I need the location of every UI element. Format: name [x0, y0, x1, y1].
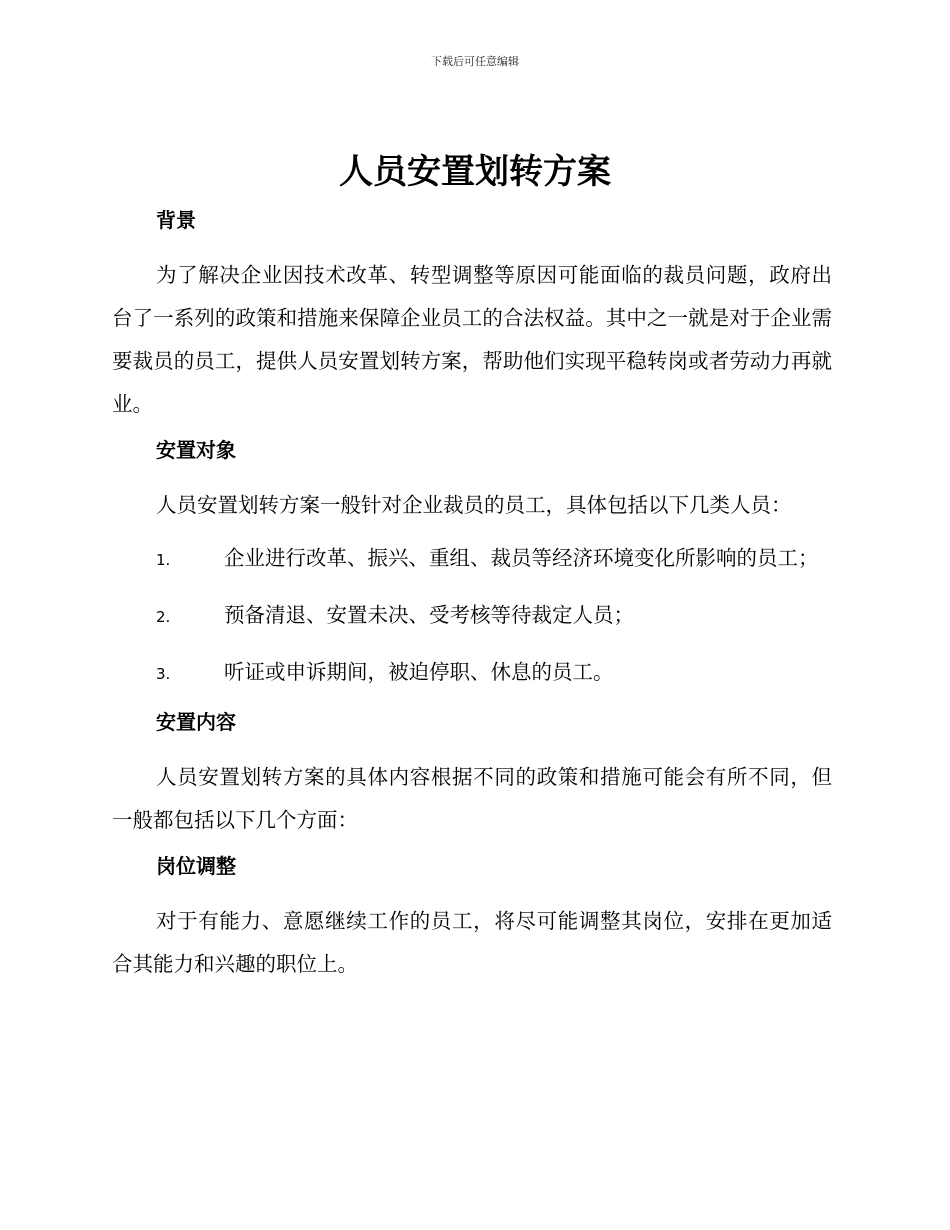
section-heading-content: 安置内容: [156, 710, 236, 734]
section-heading-targets: 安置对象: [156, 438, 236, 462]
list-item: [112, 651, 832, 696]
page-header-note: 下载后可任意编辑: [431, 55, 519, 68]
list-item: [112, 594, 832, 639]
list-item-number: 2.: [156, 608, 171, 626]
document-body: [112, 200, 832, 996]
list-item: [112, 537, 832, 582]
document-title: 人员安置划转方案: [339, 152, 611, 192]
list-item-number: 3.: [156, 665, 171, 683]
content-paragraph: 人员安置划转方案的具体内容根据不同的政策和措施可能会有所不同，但一般都包括以下几个方面：: [112, 765, 832, 832]
list-item-text: 预备清退、安置未决、受考核等待裁定人员；: [224, 603, 634, 627]
targets-intro-paragraph: 人员安置划转方案一般针对企业裁员的员工，具体包括以下几类人员：: [156, 493, 792, 517]
list-item-text: 企业进行改革、振兴、重组、裁员等经济环境变化所影响的员工；: [224, 546, 819, 570]
position-adjustment-paragraph: 对于有能力、意愿继续工作的员工，将尽可能调整其岗位，安排在更加适合其能力和兴趣的职位上。: [112, 909, 832, 976]
section-heading-position-adjustment: 岗位调整: [156, 854, 236, 878]
background-paragraph: 为了解决企业因技术改革、转型调整等原因可能面临的裁员问题，政府出台了一系列的政策和措施来保障企业员工的合法权益。其中之一就是对于企业需要裁员的员工，提供人员安置划转方案，帮助他们实现平稳转岗或者劳动力再就业。: [112, 263, 832, 416]
section-heading-background: 背景: [156, 208, 196, 232]
list-item-number: 1.: [156, 551, 171, 569]
list-item-text: 听证或申诉期间，被迫停职、休息的员工。: [224, 660, 614, 684]
